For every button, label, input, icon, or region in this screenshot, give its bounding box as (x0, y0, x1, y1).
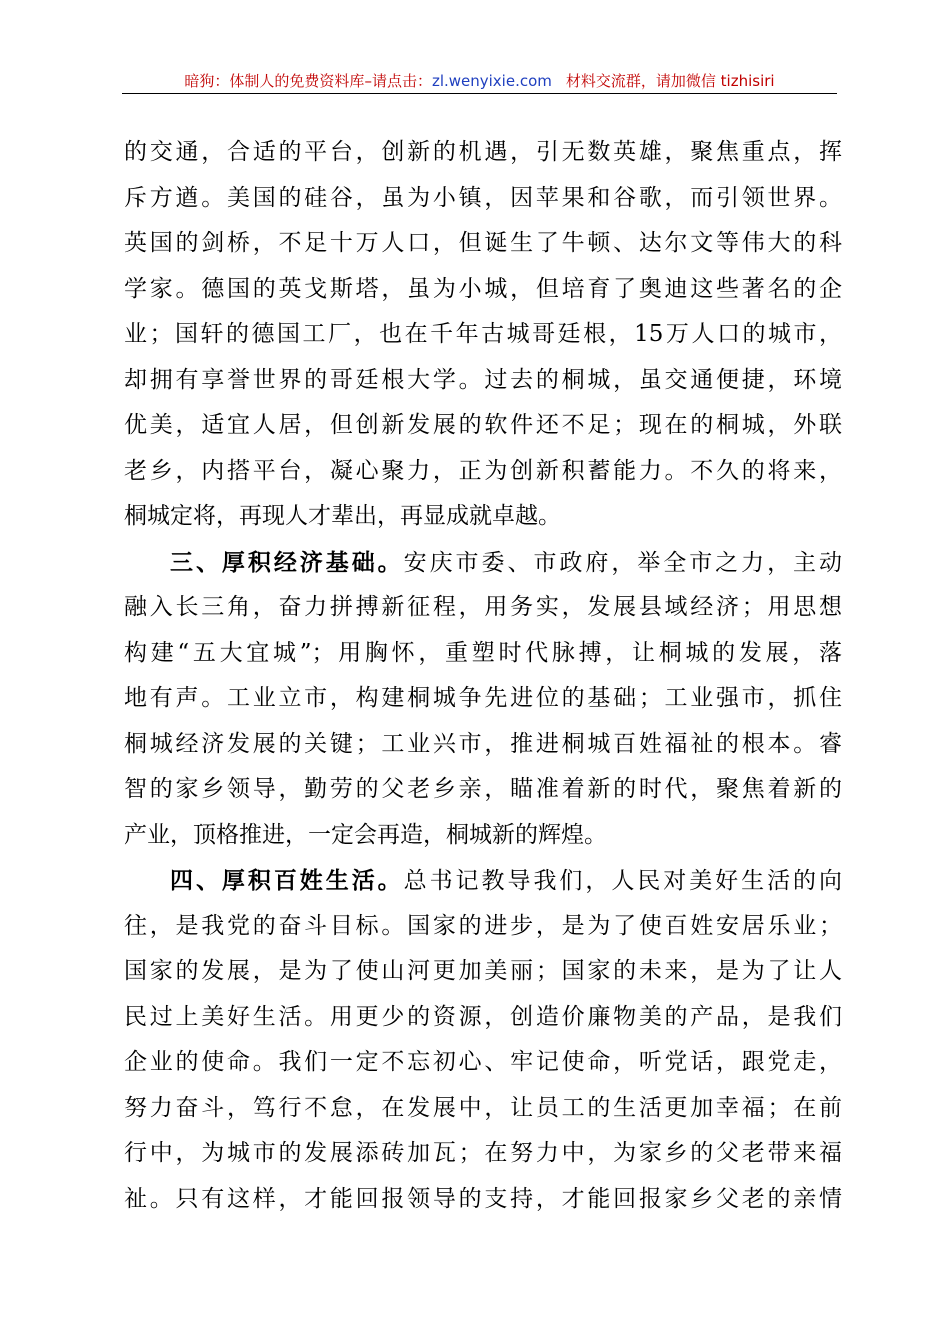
text-line: 英国的剑桥，不足十万人口，但诞生了牛顿、达尔文等伟大的科 (124, 230, 842, 256)
text-line (124, 858, 842, 904)
text-line: 国家的发展，是为了使山河更加美丽；国家的未来，是为了让人 (124, 958, 842, 984)
text-line: 桐城经济发展的关键；工业兴市，推进桐城百姓福祉的根本。睿 (124, 730, 842, 757)
text-line: 斥方遒。美国的硅谷，虽为小镇，因苹果和谷歌，而引领世界。 (124, 184, 842, 211)
header-prompt: –请点击： (364, 72, 432, 90)
text-line: 行中，为城市的发展添砖加瓦；在努力中，为家乡的父老带来福 (124, 1140, 842, 1166)
text-line: 的交通，合适的平台，创新的机遇，引无数英雄，聚焦重点，挥 (124, 139, 842, 165)
paragraph (124, 858, 842, 1222)
text-line: 努力奋斗，笃行不怠，在发展中，让员工的生活更加幸福；在前 (124, 1094, 842, 1121)
text-line: 优美，适宜人居，但创新发展的软件还不足；现在的桐城，外联 (124, 412, 842, 438)
document-body (124, 130, 842, 1222)
text-run: 总书记教导我们，人民对美好生活的向 (403, 868, 842, 894)
text-line: 企业的使命。我们一定不忘初心、牢记使命，听党话，跟党走， (124, 1049, 842, 1075)
text-line: 产业，顶格推进，一定会再造，桐城新的辉煌。 (124, 821, 607, 848)
section-heading: 三、厚积经济基础。 (170, 548, 404, 576)
text-line: 业；国轩的德国工厂，也在千年古城哥廷根，15万人口的城市， (124, 321, 842, 347)
text-line: 祉。只有这样，才能回报领导的支持，才能回报家乡父老的亲情 (124, 1185, 842, 1212)
text-line: 却拥有享誉世界的哥廷根大学。过去的桐城，虽交通便捷，环境 (124, 366, 842, 393)
section-heading: 四、厚积百姓生活。 (170, 867, 404, 894)
header-contact: 材料交流群，请加微信 tizhisiri (565, 72, 775, 90)
text-line: 地有声。工业立市，构建桐城争先进位的基础；工业强市，抓住 (124, 685, 842, 711)
text-line: 民过上美好生活。用更少的资源，创造价廉物美的产品，是我们 (124, 1003, 842, 1030)
text-line: 桐城定将，再现人才辈出，再显成就卓越。 (124, 503, 561, 529)
text-run: 安庆市委、市政府，举全市之力，主动 (403, 549, 842, 576)
header-rule (122, 93, 837, 94)
text-line: 学家。德国的英戈斯塔，虽为小城，但培育了奥迪这些著名的企 (124, 275, 842, 302)
text-line: 融入长三角，奋力拼搏新征程，用务实，发展县域经济；用思想 (124, 594, 842, 620)
text-line: 构建“五大宜城”；用胸怀，重塑时代脉搏，让桐城的发展，落 (124, 639, 842, 666)
text-line: 智的家乡领导，勤劳的父老乡亲，瞄准着新的时代，聚焦着新的 (124, 776, 842, 802)
text-line: 老乡，内搭平台，凝心聚力，正为创新积蓄能力。不久的将来， (124, 457, 842, 484)
text-line (124, 540, 842, 586)
paragraph (124, 540, 842, 859)
header-link[interactable]: zl.wenyixie.com (431, 72, 552, 90)
text-line: 往，是我党的奋斗目标。国家的进步，是为了使百姓安居乐业； (124, 912, 842, 939)
paragraph (124, 130, 842, 540)
header-brand: 暗狗：体制人的免费资料库 (184, 72, 365, 90)
